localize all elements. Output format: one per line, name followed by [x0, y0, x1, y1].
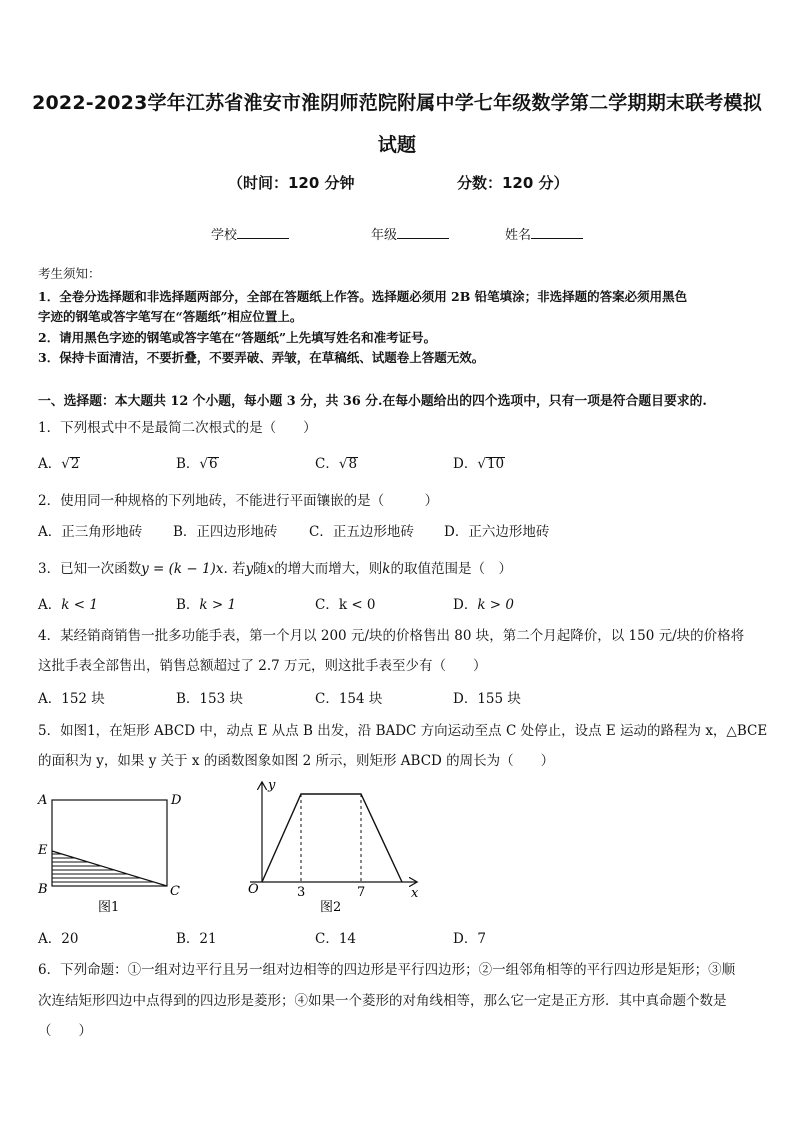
shaded-triangle-bce — [52, 854, 170, 882]
question-2-option-a: A．正三角形地砖 — [38, 524, 143, 540]
question-1-option-a: A．√2 — [38, 456, 80, 472]
axis-label-y: y — [268, 778, 276, 793]
page-title: 2022-2023学年江苏省淮安市淮阴师范院附属中学七年级数学第二学期期末联考模拟 — [32, 92, 762, 114]
tick-label-7: 7 — [357, 885, 366, 900]
name-field: 姓名 — [505, 224, 583, 243]
label-c: C — [170, 884, 180, 899]
question-3-option-a: A．k < 1 — [38, 597, 98, 613]
notice-item-3: 3．保持卡面清洁，不要折叠，不要弄破、弄皱，在草稿纸、试题卷上答题无效。 — [38, 350, 485, 365]
figure-1-caption: 图1 — [98, 900, 120, 915]
segment-ec — [52, 851, 167, 886]
section-heading: 一、选择题：本大题共 12 个小题，每小题 3 分，共 36 分.在每小题给出的四个选项中，只有一项是符合题目要求的. — [38, 394, 707, 409]
question-5-stem: 5．如图1，在矩形 ABCD 中，动点 E 从点 B 出发，沿 BADC 方向运动至点 C 处停止，设点 E 运动的路程为 x，△BCE — [38, 723, 768, 739]
question-1-option-d: D．√10 — [453, 456, 505, 472]
question-6-stem-end: （ ） — [38, 1023, 92, 1039]
question-5-option-b: B．21 — [176, 931, 217, 947]
question-3-option-b: B．k > 1 — [176, 597, 237, 613]
label-a: A — [38, 793, 48, 808]
question-3-option-c: C．k < 0 — [315, 597, 376, 613]
question-5-option-a: A．20 — [38, 931, 79, 947]
rectangle-abcd — [52, 800, 167, 886]
figure-2-caption: 图2 — [320, 900, 342, 915]
question-1-option-b: B．√6 — [176, 456, 218, 472]
label-e: E — [38, 843, 48, 858]
question-2-option-b: B．正四边形地砖 — [173, 524, 278, 540]
page-title-cont: 试题 — [377, 134, 417, 156]
function-graph — [262, 794, 402, 882]
question-2-option-c: C．正五边形地砖 — [309, 524, 414, 540]
question-5-stem-cont: 的面积为 y，如果 y 关于 x 的函数图象如图 2 所示，则矩形 ABCD 的周长为（ ） — [38, 753, 555, 769]
question-3-stem: 3．已知一次函数y = (k − 1)x. 若y随x的增大而增大，则k的取值范围是（ ） — [38, 561, 512, 577]
figure-2-graph — [230, 775, 430, 920]
question-4-stem-cont: 这批手表全部售出，销售总额超过了 2.7 万元，则这批手表至少有（ ） — [38, 658, 487, 674]
label-b: B — [38, 882, 48, 897]
grade-field: 年级 — [371, 224, 449, 243]
question-4-option-c: C．154 块 — [315, 691, 383, 707]
question-2-option-d: D．正六边形地砖 — [444, 524, 550, 540]
question-2-stem: 2．使用同一种规格的下列地砖，不能进行平面镶嵌的是（ ） — [38, 493, 439, 509]
question-4-stem: 4．某经销商销售一批多功能手表，第一个月以 200 元/块的价格售出 80 块，第二个月起降价，以 150 元/块的价格将 — [38, 628, 745, 644]
question-5-option-d: D．7 — [453, 931, 486, 947]
notice-item-2: 2．请用黑色字迹的钢笔或答字笔在“答题纸”上先填写姓名和准考证号。 — [38, 330, 437, 345]
question-5-option-c: C．14 — [315, 931, 357, 947]
notice-item-1: 1．全卷分选择题和非选择题两部分，全部在答题纸上作答。选择题必须用 2B 铅笔填涂；非选择题的答案必须用黑色 — [38, 289, 688, 304]
school-field: 学校 — [211, 224, 289, 243]
figure-1-rectangle — [30, 785, 210, 920]
question-6-stem: 6．下列命题：①一组对边平行且另一组对边相等的四边形是平行四边形；②一组邻角相等的平行四边形是矩形；③顺 — [38, 962, 736, 978]
question-1-option-c: C．√8 — [315, 456, 358, 472]
axis-label-x: x — [411, 886, 419, 901]
origin-label: O — [248, 882, 259, 897]
tick-label-3: 3 — [297, 885, 306, 900]
question-4-option-b: B．153 块 — [176, 691, 243, 707]
question-4-option-d: D．155 块 — [453, 691, 521, 707]
exam-score: 分数：120 分） — [457, 174, 569, 192]
notice-item-1-cont: 字迹的钢笔或答字笔写在“答题纸”相应位置上。 — [38, 309, 303, 324]
question-4-option-a: A．152 块 — [38, 691, 105, 707]
question-6-stem-cont: 次连结矩形四边中点得到的四边形是菱形；④如果一个菱形的对角线相等，那么它一定是正方形．其中真命题个数是 — [38, 993, 727, 1009]
question-3-option-d: D．k > 0 — [453, 597, 514, 613]
question-1-stem: 1．下列根式中不是最简二次根式的是（ ） — [38, 420, 317, 436]
label-d: D — [171, 793, 182, 808]
exam-time: （时间：120 分钟 — [228, 174, 355, 192]
notice-heading: 考生须知： — [38, 266, 101, 281]
